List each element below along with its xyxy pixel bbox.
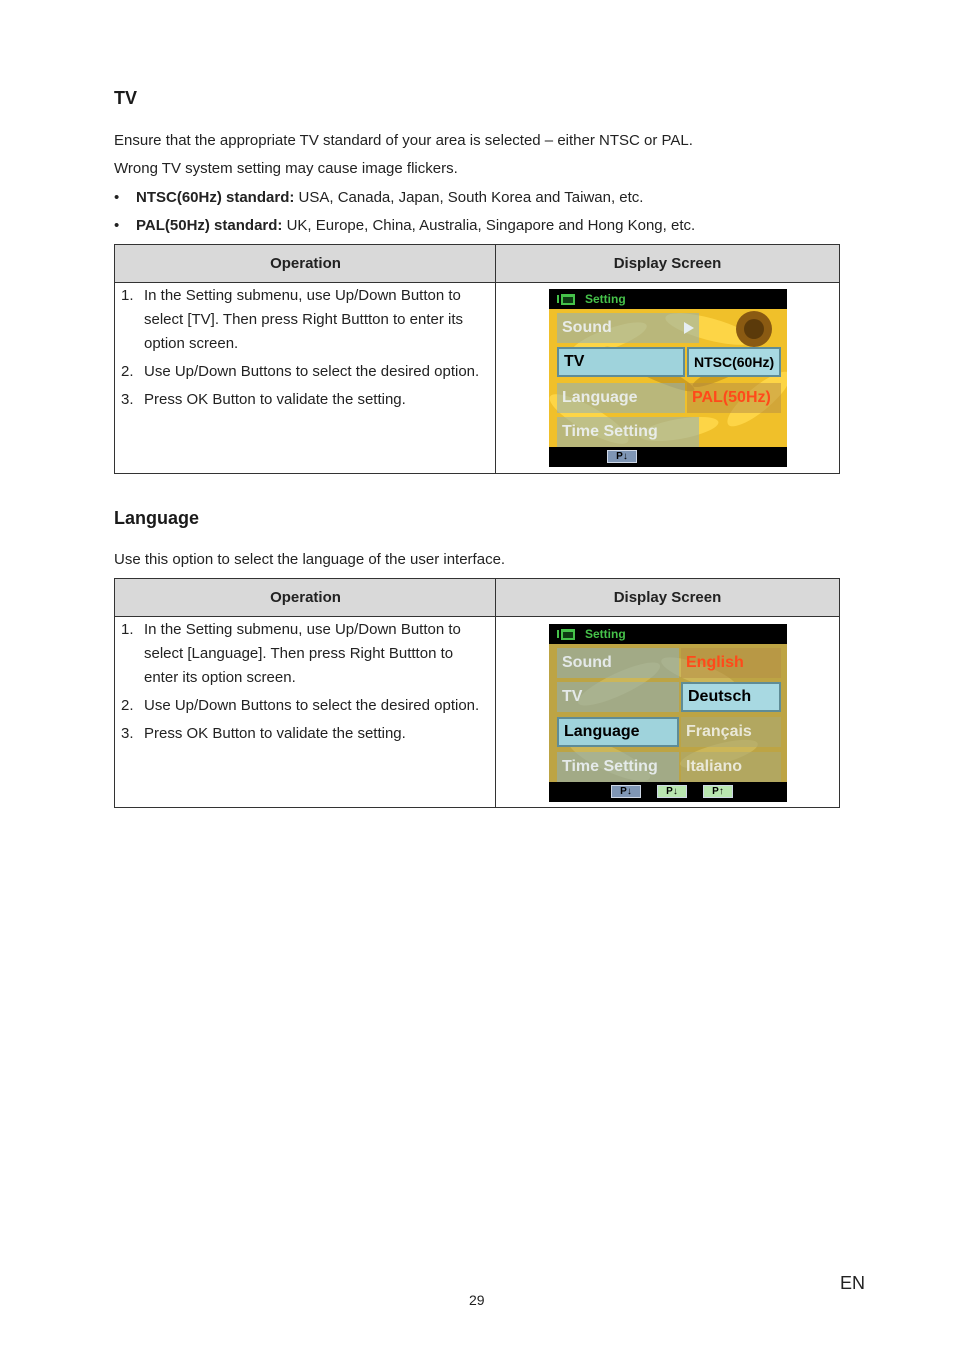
menu-item-time-setting[interactable]: Time Setting bbox=[557, 417, 699, 447]
page-down-button[interactable]: P↓ bbox=[611, 785, 641, 798]
camera-icon bbox=[557, 293, 575, 305]
tv-heading: TV bbox=[114, 88, 138, 108]
option-ntsc[interactable]: NTSC(60Hz) bbox=[687, 347, 781, 377]
language-display-screen bbox=[549, 624, 787, 802]
tv-bullet-pal bbox=[114, 216, 696, 236]
menu-item-time-setting[interactable]: Time Setting bbox=[557, 752, 679, 782]
table-header-display: Display Screen bbox=[496, 579, 839, 617]
table-header-operation: Operation bbox=[115, 245, 496, 283]
bullet-dot: • bbox=[114, 189, 120, 206]
language-operation-table bbox=[114, 578, 840, 808]
menu-item-sound[interactable]: Sound bbox=[557, 648, 679, 678]
screen-title-bar bbox=[549, 289, 787, 309]
screen-bottom-bar bbox=[549, 447, 787, 467]
bullet-term: PAL(50Hz) standard: bbox=[136, 217, 283, 234]
screen-bottom-bar bbox=[549, 782, 787, 802]
bullet-dot: • bbox=[114, 217, 120, 234]
option-pal[interactable]: PAL(50Hz) bbox=[687, 383, 781, 413]
screen-title: Setting bbox=[585, 292, 626, 306]
page-number: 29 bbox=[469, 1292, 485, 1308]
language-steps-list bbox=[115, 618, 489, 750]
tv-bullet-ntsc bbox=[114, 188, 644, 208]
list-item: 3. Press OK Button to validate the setting. bbox=[121, 725, 406, 742]
bullet-text: UK, Europe, China, Australia, Singapore and Hong Kong, etc. bbox=[282, 217, 696, 234]
language-heading: Language bbox=[114, 508, 200, 528]
menu-item-language[interactable]: Language bbox=[557, 383, 685, 413]
screen-title: Setting bbox=[585, 627, 626, 641]
camera-icon bbox=[557, 628, 575, 640]
language-intro: Use this option to select the language of the user interface. bbox=[114, 551, 506, 568]
list-item: 1. In the Setting submenu, use Up/Down Button to select [Language]. Then press Right Buttton to enter its option screen. bbox=[121, 621, 461, 686]
arrow-right-icon bbox=[684, 322, 694, 334]
list-item: 1. In the Setting submenu, use Up/Down Button to select [TV]. Then press Right Buttton to enter its option screen. bbox=[121, 287, 464, 352]
column-divider bbox=[495, 579, 496, 807]
tv-operation-table bbox=[114, 244, 840, 474]
page-down-button[interactable]: P↓ bbox=[657, 785, 687, 798]
list-item: 3. Press OK Button to validate the setting. bbox=[121, 391, 406, 408]
bullet-term: NTSC(60Hz) standard: bbox=[136, 189, 295, 206]
page-down-button[interactable]: P↓ bbox=[607, 450, 637, 463]
table-header-operation: Operation bbox=[115, 579, 496, 617]
option-english[interactable]: English bbox=[681, 648, 781, 678]
option-italiano[interactable]: Italiano bbox=[681, 752, 781, 782]
tv-intro-1: Ensure that the appropriate TV standard of your area is selected – either NTSC or PAL. bbox=[114, 132, 693, 149]
list-item: 2. Use Up/Down Buttons to select the desired option. bbox=[121, 363, 480, 380]
language-code: EN bbox=[840, 1273, 866, 1293]
option-francais[interactable]: Français bbox=[681, 717, 781, 747]
table-header-display: Display Screen bbox=[496, 245, 839, 283]
tv-steps-list bbox=[115, 284, 489, 416]
menu-item-sound[interactable]: Sound bbox=[557, 313, 699, 343]
menu-item-tv[interactable]: TV bbox=[557, 347, 685, 377]
screen-title-bar bbox=[549, 624, 787, 644]
list-item: 2. Use Up/Down Buttons to select the desired option. bbox=[121, 697, 480, 714]
page-up-button[interactable]: P↑ bbox=[703, 785, 733, 798]
menu-item-tv[interactable]: TV bbox=[557, 682, 679, 712]
bullet-text: USA, Canada, Japan, South Korea and Taiwan, etc. bbox=[294, 189, 644, 206]
tv-intro-2: Wrong TV system setting may cause image flickers. bbox=[114, 160, 458, 177]
menu-item-language[interactable]: Language bbox=[557, 717, 679, 747]
column-divider bbox=[495, 245, 496, 473]
tv-display-screen bbox=[549, 289, 787, 467]
option-deutsch[interactable]: Deutsch bbox=[681, 682, 781, 712]
